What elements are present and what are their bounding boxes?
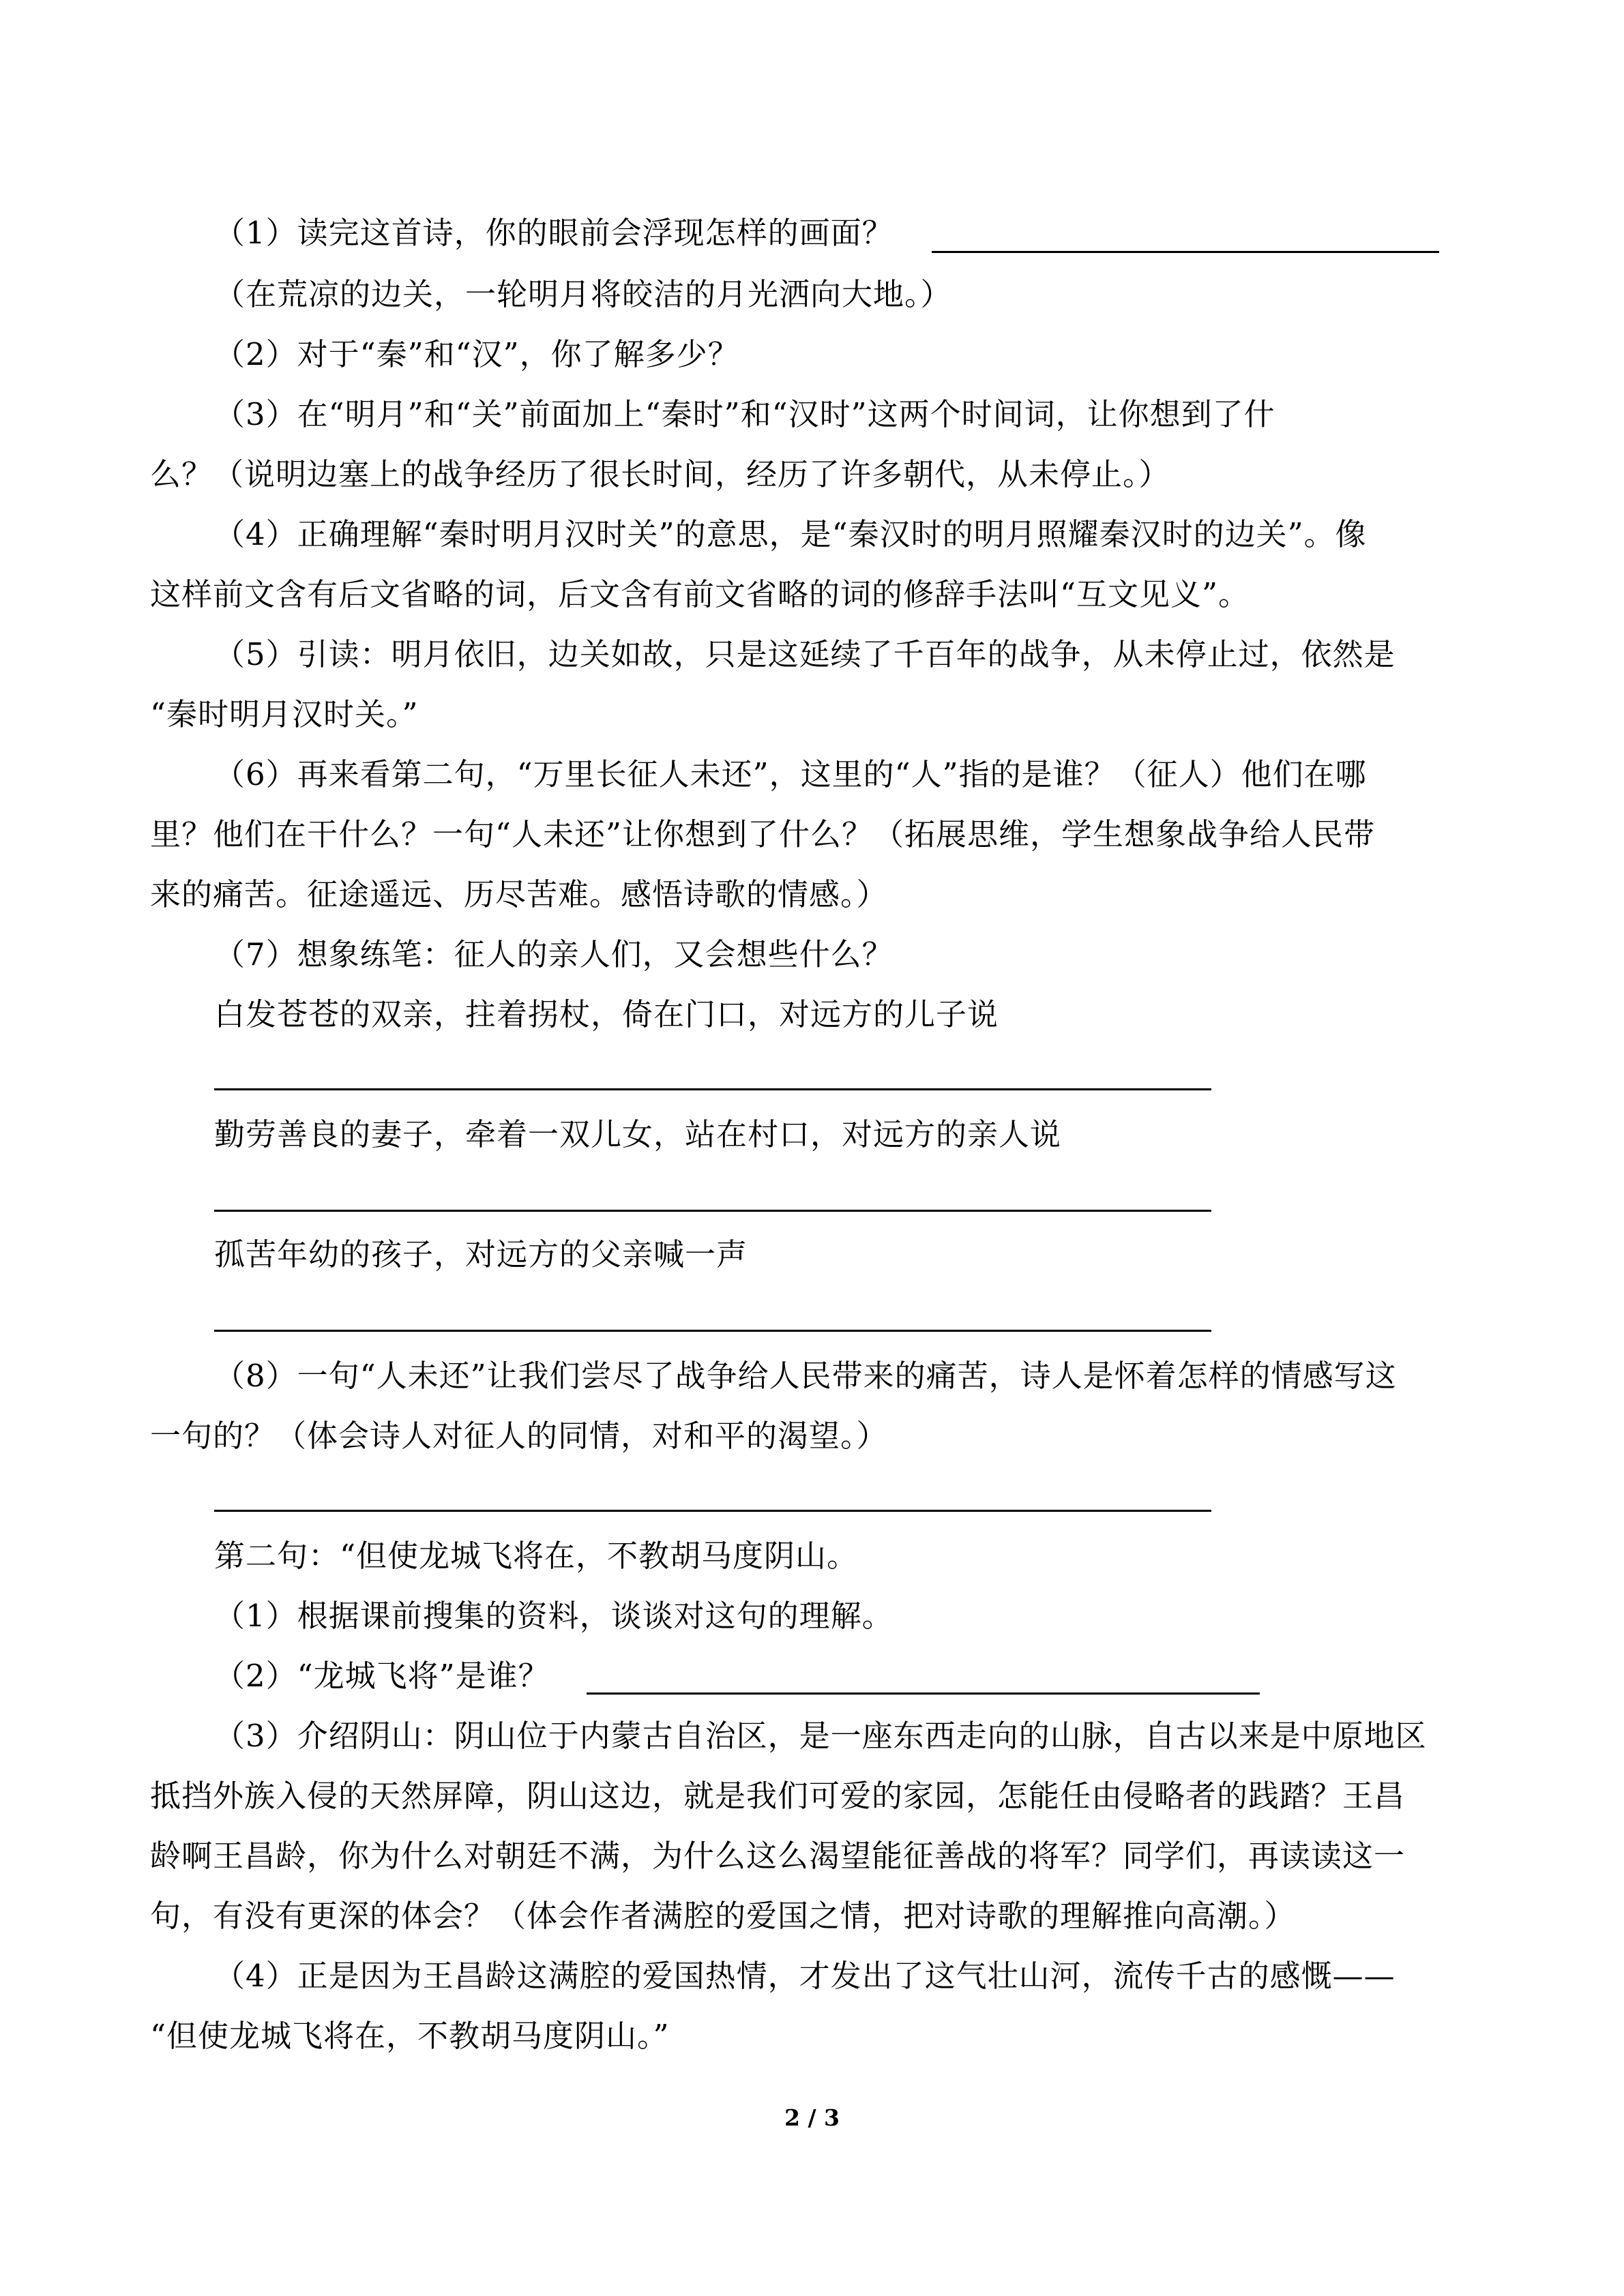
answer-blank-item-2[interactable] <box>587 1693 1260 1695</box>
item-3-line-1: （3）介绍阴山：阴山位于内蒙古自治区，是一座东西走向的山脉，自古以来是中原地区 <box>214 1718 1427 1754</box>
question-6-line-2: 里？他们在干什么？一句“人未还”让你想到了什么？（拓展思维，学生想象战争给人民带 <box>150 816 1376 852</box>
answer-blank-wife[interactable] <box>214 1210 1211 1212</box>
prompt-parents: 白发苍苍的双亲，拄着拐杖，倚在门口，对远方的儿子说 <box>214 996 999 1032</box>
prompt-wife: 勤劳善良的妻子，牵着一双儿女，站在村口，对远方的亲人说 <box>214 1116 1062 1152</box>
question-7: （7）想象练笔：征人的亲人们，又会想些什么？ <box>214 936 894 972</box>
page-number: 2 / 3 <box>784 2104 840 2131</box>
item-3-line-3: 龄啊王昌龄，你为什么对朝廷不满，为什么这么渴望能征善战的将军？同学们，再读读这一 <box>150 1838 1406 1874</box>
prompt-child: 孤苦年幼的孩子，对远方的父亲喊一声 <box>214 1236 748 1272</box>
answer-1: （在荒凉的边关，一轮明月将皎洁的月光洒向大地。） <box>214 276 952 312</box>
answer-blank-parents[interactable] <box>214 1088 1211 1090</box>
item-2: （2）“龙城飞将”是谁？ <box>214 1658 550 1694</box>
question-2: （2）对于“秦”和“汉”，你了解多少？ <box>214 336 739 372</box>
question-6-line-1: （6）再来看第二句，“万里长征人未还”，这里的“人”指的是谁？（征人）他们在哪 <box>214 756 1367 792</box>
question-3-line-2: 么？（说明边塞上的战争经历了很长时间，经历了许多朝代，从未停止。） <box>150 456 1170 492</box>
question-8-line-2: 一句的？（体会诗人对征人的同情，对和平的渴望。） <box>150 1418 888 1454</box>
question-8-line-1: （8）一句“人未还”让我们尝尽了战争给人民带来的痛苦，诗人是怀着怎样的情感写这 <box>214 1358 1397 1394</box>
item-3-line-2: 抵挡外族入侵的天然屏障，阴山这边，就是我们可爱的家园，怎能任由侵略者的践踏？王昌 <box>150 1778 1406 1814</box>
question-1: （1）读完这首诗，你的眼前会浮现怎样的画面？ <box>214 215 894 251</box>
question-4-line-1: （4）正确理解“秦时明月汉时关”的意思，是“秦汉时的明月照耀秦汉时的边关”。像 <box>214 516 1367 552</box>
answer-blank-child[interactable] <box>214 1330 1211 1332</box>
question-6-line-3: 来的痛苦。征途遥远、历尽苦难。感悟诗歌的情感。） <box>150 876 888 912</box>
question-3-line-1: （3）在“明月”和“关”前面加上“秦时”和“汉时”这两个时间词，让你想到了什 <box>214 396 1275 432</box>
item-4-line-1: （4）正是因为王昌龄这满腔的爱国热情，才发出了这气壮山河，流传千古的感慨—— <box>214 1958 1396 1994</box>
item-3-line-4: 句，有没有更深的体会？（体会作者满腔的爱国之情，把对诗歌的理解推向高潮。） <box>150 1898 1296 1934</box>
section-second-line: 第二句：“但使龙城飞将在，不教胡马度阴山。 <box>214 1538 859 1574</box>
question-4-line-2: 这样前文含有后文省略的词，后文含有前文省略的词的修辞手法叫“互文见义”。 <box>150 576 1250 612</box>
answer-blank-1[interactable] <box>932 251 1439 253</box>
item-1: （1）根据课前搜集的资料，谈谈对这句的理解。 <box>214 1598 894 1634</box>
question-5-line-2: “秦时明月汉时关。” <box>150 696 419 732</box>
item-4-line-2: “但使龙城飞将在，不教胡马度阴山。” <box>150 2018 670 2054</box>
answer-blank-8[interactable] <box>214 1510 1211 1512</box>
question-5-line-1: （5）引读：明月依旧，边关如故，只是这延续了千百年的战争，从未停止过，依然是 <box>214 636 1396 672</box>
